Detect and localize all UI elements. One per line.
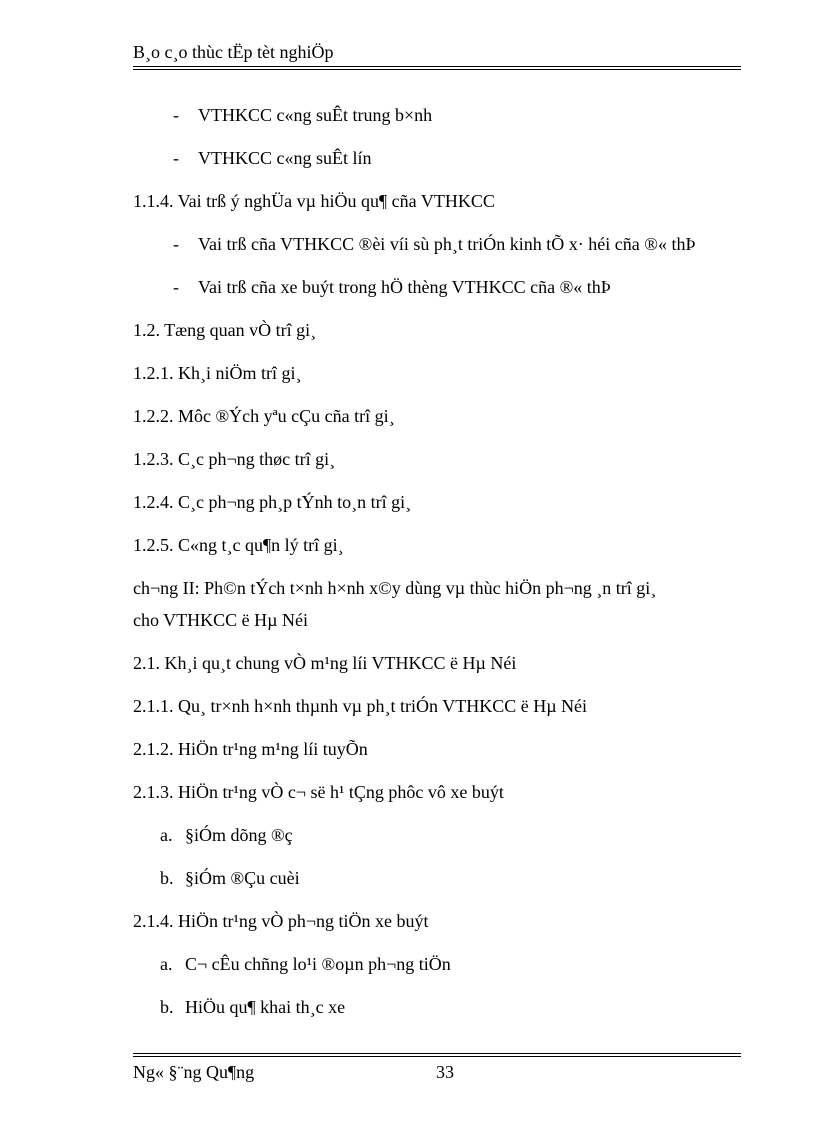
list-marker: a. (160, 954, 173, 974)
list-marker: a. (160, 825, 173, 845)
header-rule-bottom (133, 69, 741, 70)
section-heading: 1.1.4. Vai trß ý nghÜa vµ hiÖu qu¶ cña VTHKCC (133, 191, 495, 211)
list-item: §iÓm ®Çu cuèi (185, 868, 300, 888)
list-item: C¬ cÊu chñng lo¹i ®oµn ph¬ng tiÖn (185, 954, 451, 974)
page-number: 33 (436, 1062, 454, 1082)
header-rule-top (133, 66, 741, 67)
section-heading: 1.2.2. Môc ®Ých yªu cÇu cña trî gi¸ (133, 406, 395, 426)
chapter-heading-continued: cho VTHKCC ë Hµ Néi (133, 610, 309, 630)
section-heading: 1.2.1. Kh¸i niÖm trî gi¸ (133, 363, 302, 383)
list-item: HiÖu qu¶ khai th¸c xe (185, 997, 346, 1017)
list-item: VTHKCC c«ng suÊt trung b×nh (198, 105, 433, 125)
list-item: Vai trß cña VTHKCC ®èi víi sù ph¸t triÓn kinh tÕ x· héi cña ®« thÞ (198, 234, 696, 254)
bullet-dash: - (173, 105, 179, 125)
bullet-dash: - (173, 148, 179, 168)
section-heading: 2.1.2. HiÖn tr¹ng m¹ng líi tuyÕn (133, 739, 368, 759)
section-heading: 2.1.3. HiÖn tr¹ng vÒ c¬ së h¹ tÇng phôc vô xe buýt (133, 782, 504, 802)
section-heading: 2.1.1. Qu¸ tr×nh h×nh thµnh vµ ph¸t triÓn VTHKCC ë Hµ Néi (133, 696, 588, 716)
chapter-heading: ch¬ng II: Ph©n tÝch t×nh h×nh x©y dùng vµ thùc hiÖn ph¬ng ¸n trî gi¸ (133, 578, 657, 598)
footer-rule-bottom (133, 1056, 741, 1057)
bullet-dash: - (173, 277, 179, 297)
section-heading: 1.2.5. C«ng t¸c qu¶n lý trî gi¸ (133, 535, 344, 555)
bullet-dash: - (173, 234, 179, 254)
section-heading: 1.2.3. C¸c ph¬ng thøc trî gi¸ (133, 449, 336, 469)
section-heading: 2.1. Kh¸i qu¸t chung vÒ m¹ng líi VTHKCC ë Hµ Néi (133, 653, 517, 673)
footer-author: Ng« §¨ng Qu¶ng (133, 1062, 255, 1082)
list-marker: b. (160, 868, 174, 888)
list-marker: b. (160, 997, 174, 1017)
footer-rule-top (133, 1053, 741, 1054)
list-item: VTHKCC c«ng suÊt lín (198, 148, 372, 168)
list-item: Vai trß cña xe buýt trong hÖ thèng VTHKCC cña ®« thÞ (198, 277, 611, 297)
section-heading: 1.2. Tæng quan vÒ trî gi¸ (133, 320, 317, 340)
list-item: §iÓm dõng ®ç (185, 825, 293, 845)
section-heading: 2.1.4. HiÖn tr¹ng vÒ ph¬ng tiÖn xe buýt (133, 911, 429, 931)
section-heading: 1.2.4. C¸c ph¬ng ph¸p tÝnh to¸n trî gi¸ (133, 492, 412, 512)
page-header-title: B¸o c¸o thùc tËp tèt nghiÖp (133, 42, 334, 62)
